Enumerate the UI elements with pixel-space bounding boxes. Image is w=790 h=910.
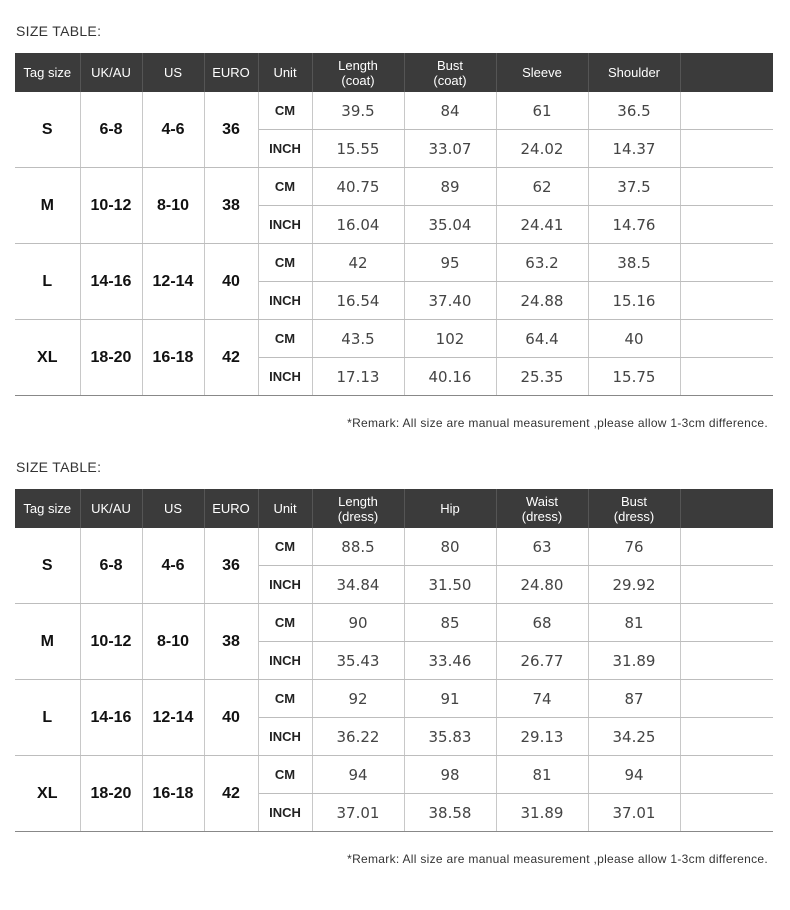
uk-au-cell: 14-16 [80, 680, 142, 756]
measurement-cell: 43.5 [312, 320, 404, 358]
measurement-cell: 16.54 [312, 282, 404, 320]
measurement-cell: 37.01 [312, 794, 404, 832]
measurement-cell: 40.16 [404, 358, 496, 396]
unit-cell: INCH [258, 206, 312, 244]
euro-cell: 36 [204, 92, 258, 168]
column-header: US [142, 489, 204, 528]
column-header: EURO [204, 489, 258, 528]
measurement-cell: 29.13 [496, 718, 588, 756]
uk-au-cell: 6-8 [80, 92, 142, 168]
euro-cell: 36 [204, 528, 258, 604]
column-header: EURO [204, 53, 258, 92]
empty-cell [680, 92, 773, 130]
unit-cell: CM [258, 756, 312, 794]
measurement-cell: 81 [588, 604, 680, 642]
measurement-cell: 24.88 [496, 282, 588, 320]
measurement-cell: 62 [496, 168, 588, 206]
measurement-cell: 15.16 [588, 282, 680, 320]
column-header: Tag size [15, 53, 80, 92]
column-header: Tag size [15, 489, 80, 528]
size-table-coat [15, 53, 773, 396]
measurement-cell: 92 [312, 680, 404, 718]
measurement-cell: 64.4 [496, 320, 588, 358]
uk-au-cell: 18-20 [80, 320, 142, 396]
column-header: Sleeve [496, 53, 588, 92]
column-header: Shoulder [588, 53, 680, 92]
uk-au-cell: 10-12 [80, 604, 142, 680]
unit-cell: CM [258, 320, 312, 358]
table-row [15, 604, 773, 642]
us-cell: 4-6 [142, 92, 204, 168]
empty-cell [680, 358, 773, 396]
unit-cell: CM [258, 604, 312, 642]
table-row [15, 528, 773, 566]
measurement-cell: 17.13 [312, 358, 404, 396]
measurement-cell: 90 [312, 604, 404, 642]
unit-cell: INCH [258, 358, 312, 396]
measurement-cell: 24.80 [496, 566, 588, 604]
measurement-cell: 87 [588, 680, 680, 718]
empty-cell [680, 528, 773, 566]
size-tag-cell: S [15, 92, 80, 168]
measurement-cell: 98 [404, 756, 496, 794]
empty-cell [680, 130, 773, 168]
unit-cell: INCH [258, 642, 312, 680]
measurement-cell: 14.37 [588, 130, 680, 168]
empty-cell [680, 168, 773, 206]
measurement-cell: 33.46 [404, 642, 496, 680]
measurement-cell: 84 [404, 92, 496, 130]
size-tag-cell: S [15, 528, 80, 604]
column-header: Bust (coat) [404, 53, 496, 92]
column-header: Waist (dress) [496, 489, 588, 528]
remark-note: *Remark: All size are manual measurement ,please allow 1-3cm difference. [347, 416, 768, 430]
size-tag-cell: L [15, 680, 80, 756]
column-header: UK/AU [80, 53, 142, 92]
empty-cell [680, 320, 773, 358]
measurement-cell: 74 [496, 680, 588, 718]
size-table-dress [15, 489, 773, 832]
measurement-cell: 14.76 [588, 206, 680, 244]
measurement-cell: 35.04 [404, 206, 496, 244]
column-header: Unit [258, 489, 312, 528]
empty-cell [680, 794, 773, 832]
table-header-row [15, 489, 773, 528]
column-header: UK/AU [80, 489, 142, 528]
column-header: Unit [258, 53, 312, 92]
euro-cell: 42 [204, 320, 258, 396]
measurement-cell: 94 [588, 756, 680, 794]
measurement-cell: 35.83 [404, 718, 496, 756]
measurement-cell: 36.22 [312, 718, 404, 756]
us-cell: 16-18 [142, 756, 204, 832]
measurement-cell: 26.77 [496, 642, 588, 680]
uk-au-cell: 10-12 [80, 168, 142, 244]
size-table-title: SIZE TABLE: [16, 23, 102, 39]
measurement-cell: 40.75 [312, 168, 404, 206]
table-row [15, 92, 773, 130]
column-header [680, 53, 773, 92]
unit-cell: INCH [258, 282, 312, 320]
euro-cell: 40 [204, 244, 258, 320]
measurement-cell: 31.50 [404, 566, 496, 604]
size-tag-cell: M [15, 604, 80, 680]
empty-cell [680, 206, 773, 244]
column-header: Bust (dress) [588, 489, 680, 528]
size-tag-cell: XL [15, 320, 80, 396]
remark-note: *Remark: All size are manual measurement ,please allow 1-3cm difference. [347, 852, 768, 866]
measurement-cell: 40 [588, 320, 680, 358]
measurement-cell: 85 [404, 604, 496, 642]
unit-cell: INCH [258, 794, 312, 832]
unit-cell: CM [258, 680, 312, 718]
measurement-cell: 15.55 [312, 130, 404, 168]
measurement-cell: 68 [496, 604, 588, 642]
measurement-cell: 31.89 [588, 642, 680, 680]
measurement-cell: 91 [404, 680, 496, 718]
unit-cell: CM [258, 92, 312, 130]
euro-cell: 38 [204, 604, 258, 680]
empty-cell [680, 718, 773, 756]
empty-cell [680, 642, 773, 680]
table-row [15, 168, 773, 206]
uk-au-cell: 18-20 [80, 756, 142, 832]
measurement-cell: 16.04 [312, 206, 404, 244]
measurement-cell: 37.01 [588, 794, 680, 832]
measurement-cell: 94 [312, 756, 404, 794]
measurement-cell: 15.75 [588, 358, 680, 396]
unit-cell: INCH [258, 130, 312, 168]
measurement-cell: 63.2 [496, 244, 588, 282]
empty-cell [680, 680, 773, 718]
empty-cell [680, 282, 773, 320]
unit-cell: CM [258, 528, 312, 566]
size-tag-cell: L [15, 244, 80, 320]
unit-cell: INCH [258, 566, 312, 604]
measurement-cell: 80 [404, 528, 496, 566]
measurement-cell: 37.5 [588, 168, 680, 206]
measurement-cell: 95 [404, 244, 496, 282]
empty-cell [680, 244, 773, 282]
table-row [15, 680, 773, 718]
measurement-cell: 29.92 [588, 566, 680, 604]
us-cell: 16-18 [142, 320, 204, 396]
column-header: Length (coat) [312, 53, 404, 92]
measurement-cell: 34.84 [312, 566, 404, 604]
unit-cell: CM [258, 244, 312, 282]
us-cell: 12-14 [142, 680, 204, 756]
euro-cell: 42 [204, 756, 258, 832]
empty-cell [680, 566, 773, 604]
us-cell: 4-6 [142, 528, 204, 604]
column-header: Length (dress) [312, 489, 404, 528]
table-row [15, 756, 773, 794]
measurement-cell: 89 [404, 168, 496, 206]
size-table-title: SIZE TABLE: [16, 459, 102, 475]
unit-cell: CM [258, 168, 312, 206]
measurement-cell: 63 [496, 528, 588, 566]
empty-cell [680, 604, 773, 642]
uk-au-cell: 6-8 [80, 528, 142, 604]
column-header [680, 489, 773, 528]
table-row [15, 244, 773, 282]
table-header-row [15, 53, 773, 92]
us-cell: 8-10 [142, 604, 204, 680]
unit-cell: INCH [258, 718, 312, 756]
measurement-cell: 24.41 [496, 206, 588, 244]
measurement-cell: 42 [312, 244, 404, 282]
measurement-cell: 33.07 [404, 130, 496, 168]
measurement-cell: 102 [404, 320, 496, 358]
euro-cell: 40 [204, 680, 258, 756]
uk-au-cell: 14-16 [80, 244, 142, 320]
size-tag-cell: M [15, 168, 80, 244]
measurement-cell: 31.89 [496, 794, 588, 832]
table-row [15, 320, 773, 358]
measurement-cell: 25.35 [496, 358, 588, 396]
measurement-cell: 24.02 [496, 130, 588, 168]
measurement-cell: 38.5 [588, 244, 680, 282]
column-header: US [142, 53, 204, 92]
measurement-cell: 76 [588, 528, 680, 566]
us-cell: 12-14 [142, 244, 204, 320]
euro-cell: 38 [204, 168, 258, 244]
measurement-cell: 35.43 [312, 642, 404, 680]
measurement-cell: 61 [496, 92, 588, 130]
empty-cell [680, 756, 773, 794]
measurement-cell: 34.25 [588, 718, 680, 756]
size-tag-cell: XL [15, 756, 80, 832]
measurement-cell: 36.5 [588, 92, 680, 130]
measurement-cell: 37.40 [404, 282, 496, 320]
column-header: Hip [404, 489, 496, 528]
measurement-cell: 39.5 [312, 92, 404, 130]
measurement-cell: 81 [496, 756, 588, 794]
measurement-cell: 38.58 [404, 794, 496, 832]
measurement-cell: 88.5 [312, 528, 404, 566]
us-cell: 8-10 [142, 168, 204, 244]
